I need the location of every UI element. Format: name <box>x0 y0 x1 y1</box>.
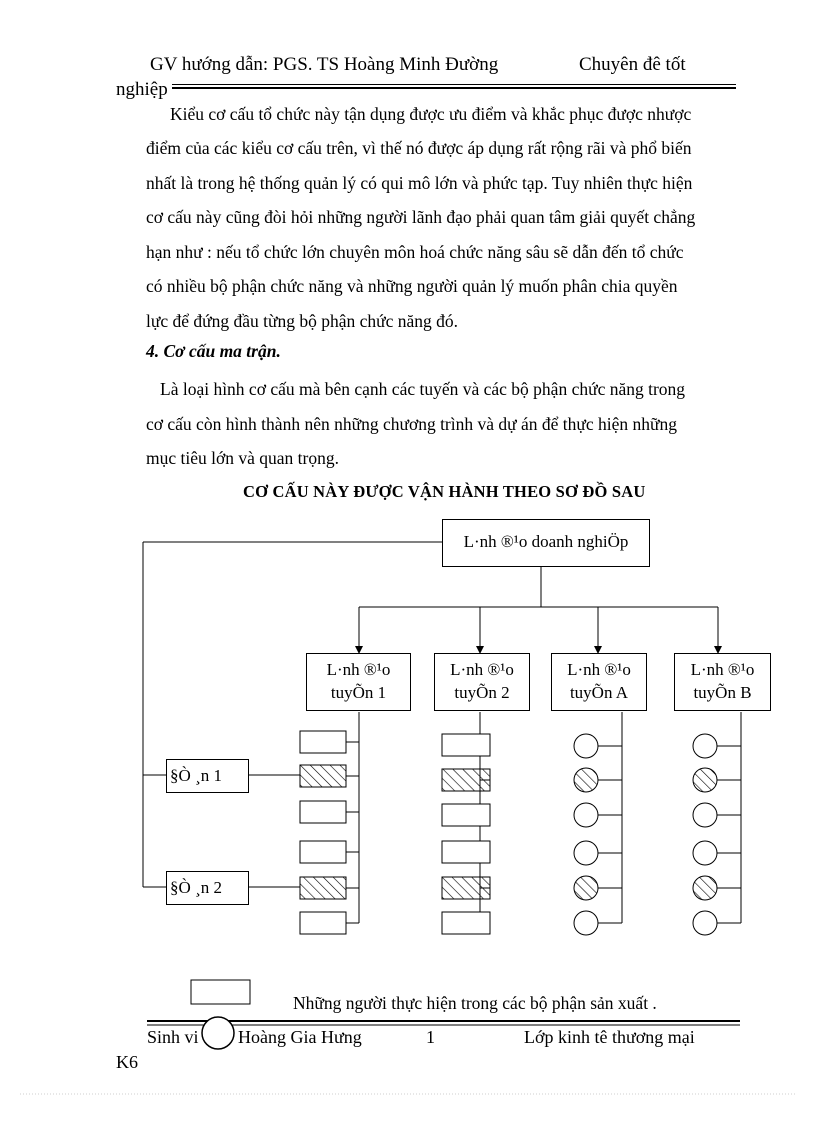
footer-class-name: Lớp kinh tê thương mại <box>524 1027 695 1047</box>
top-box-label: L·nh ®¹o doanh nghiÖp <box>463 532 629 551</box>
line-box-title: L·nh ®¹o <box>326 660 391 679</box>
text-line: Kiểu cơ cấu tổ chức này tận dụng được ưu điểm và khắc phục được nhược <box>170 104 692 124</box>
line-box-subtitle: tuyÕn B <box>693 683 752 702</box>
line-box-subtitle: tuyÕn 1 <box>330 683 387 702</box>
line-box-subtitle: tuyÕn A <box>569 683 629 702</box>
line-box-title: L·nh ®¹o <box>450 660 514 679</box>
project-box-label: §Ò ¸n 1 <box>170 766 222 785</box>
project-box-label: §Ò ¸n 2 <box>170 878 222 897</box>
legend-text: Những người thực hiện trong các bộ phận sản xuất . <box>293 993 657 1013</box>
text-line: cơ cấu còn hình thành nên những chương trình và dự án để thực hiện những <box>146 414 678 434</box>
text-line: Là loại hình cơ cấu mà bên cạnh các tuyến và các bộ phận chức năng trong <box>160 379 686 399</box>
text-line: lực để đứng đầu từng bộ phận chức năng đó. <box>146 311 459 331</box>
footer-student-prefix: Sinh vi <box>147 1027 199 1047</box>
text-line: điểm của các kiểu cơ cấu trên, vì thế nó được áp dụng rất rộng rãi và phổ biến <box>146 138 692 158</box>
line-box-subtitle: tuyÕn 2 <box>454 683 510 702</box>
footer-page-number: 1 <box>426 1027 435 1047</box>
section-heading: 4. Cơ cấu ma trận. <box>146 341 281 361</box>
header-advisor: GV hướng dẫn: PGS. TS Hoàng Minh Đường <box>150 54 499 75</box>
text-line: có nhiều bộ phận chức năng và những người quản lý muốn phân chia quyền <box>146 276 678 296</box>
diagram-title: CƠ CẤU NÀY ĐƯỢC VẬN HÀNH THEO SƠ ĐỒ SAU <box>243 482 646 501</box>
line-box-title: L·nh ®¹o <box>567 660 631 679</box>
footer-student-name: Hoàng Gia Hưng <box>238 1027 362 1047</box>
header-title: Chuyên đê tốt <box>579 54 686 75</box>
header-wrap: nghiệp <box>116 79 168 100</box>
text-line: cơ cấu này cũng đòi hỏi những người lãnh đạo phải quan tâm giải quyết chẳng <box>146 207 696 227</box>
text-line: mục tiêu lớn và quan trọng. <box>146 448 339 468</box>
line-box-title: L·nh ®¹o <box>690 660 755 679</box>
text-line: nhất là trong hệ thống quản lý có qui mô lớn và phức tạp. Tuy nhiên thực hiện <box>146 173 693 193</box>
footer-class-wrap: K6 <box>116 1052 138 1072</box>
text-line: hạn như : nếu tổ chức lớn chuyên môn hoá chức năng sâu sẽ dẫn đến tổ chức <box>146 242 684 262</box>
